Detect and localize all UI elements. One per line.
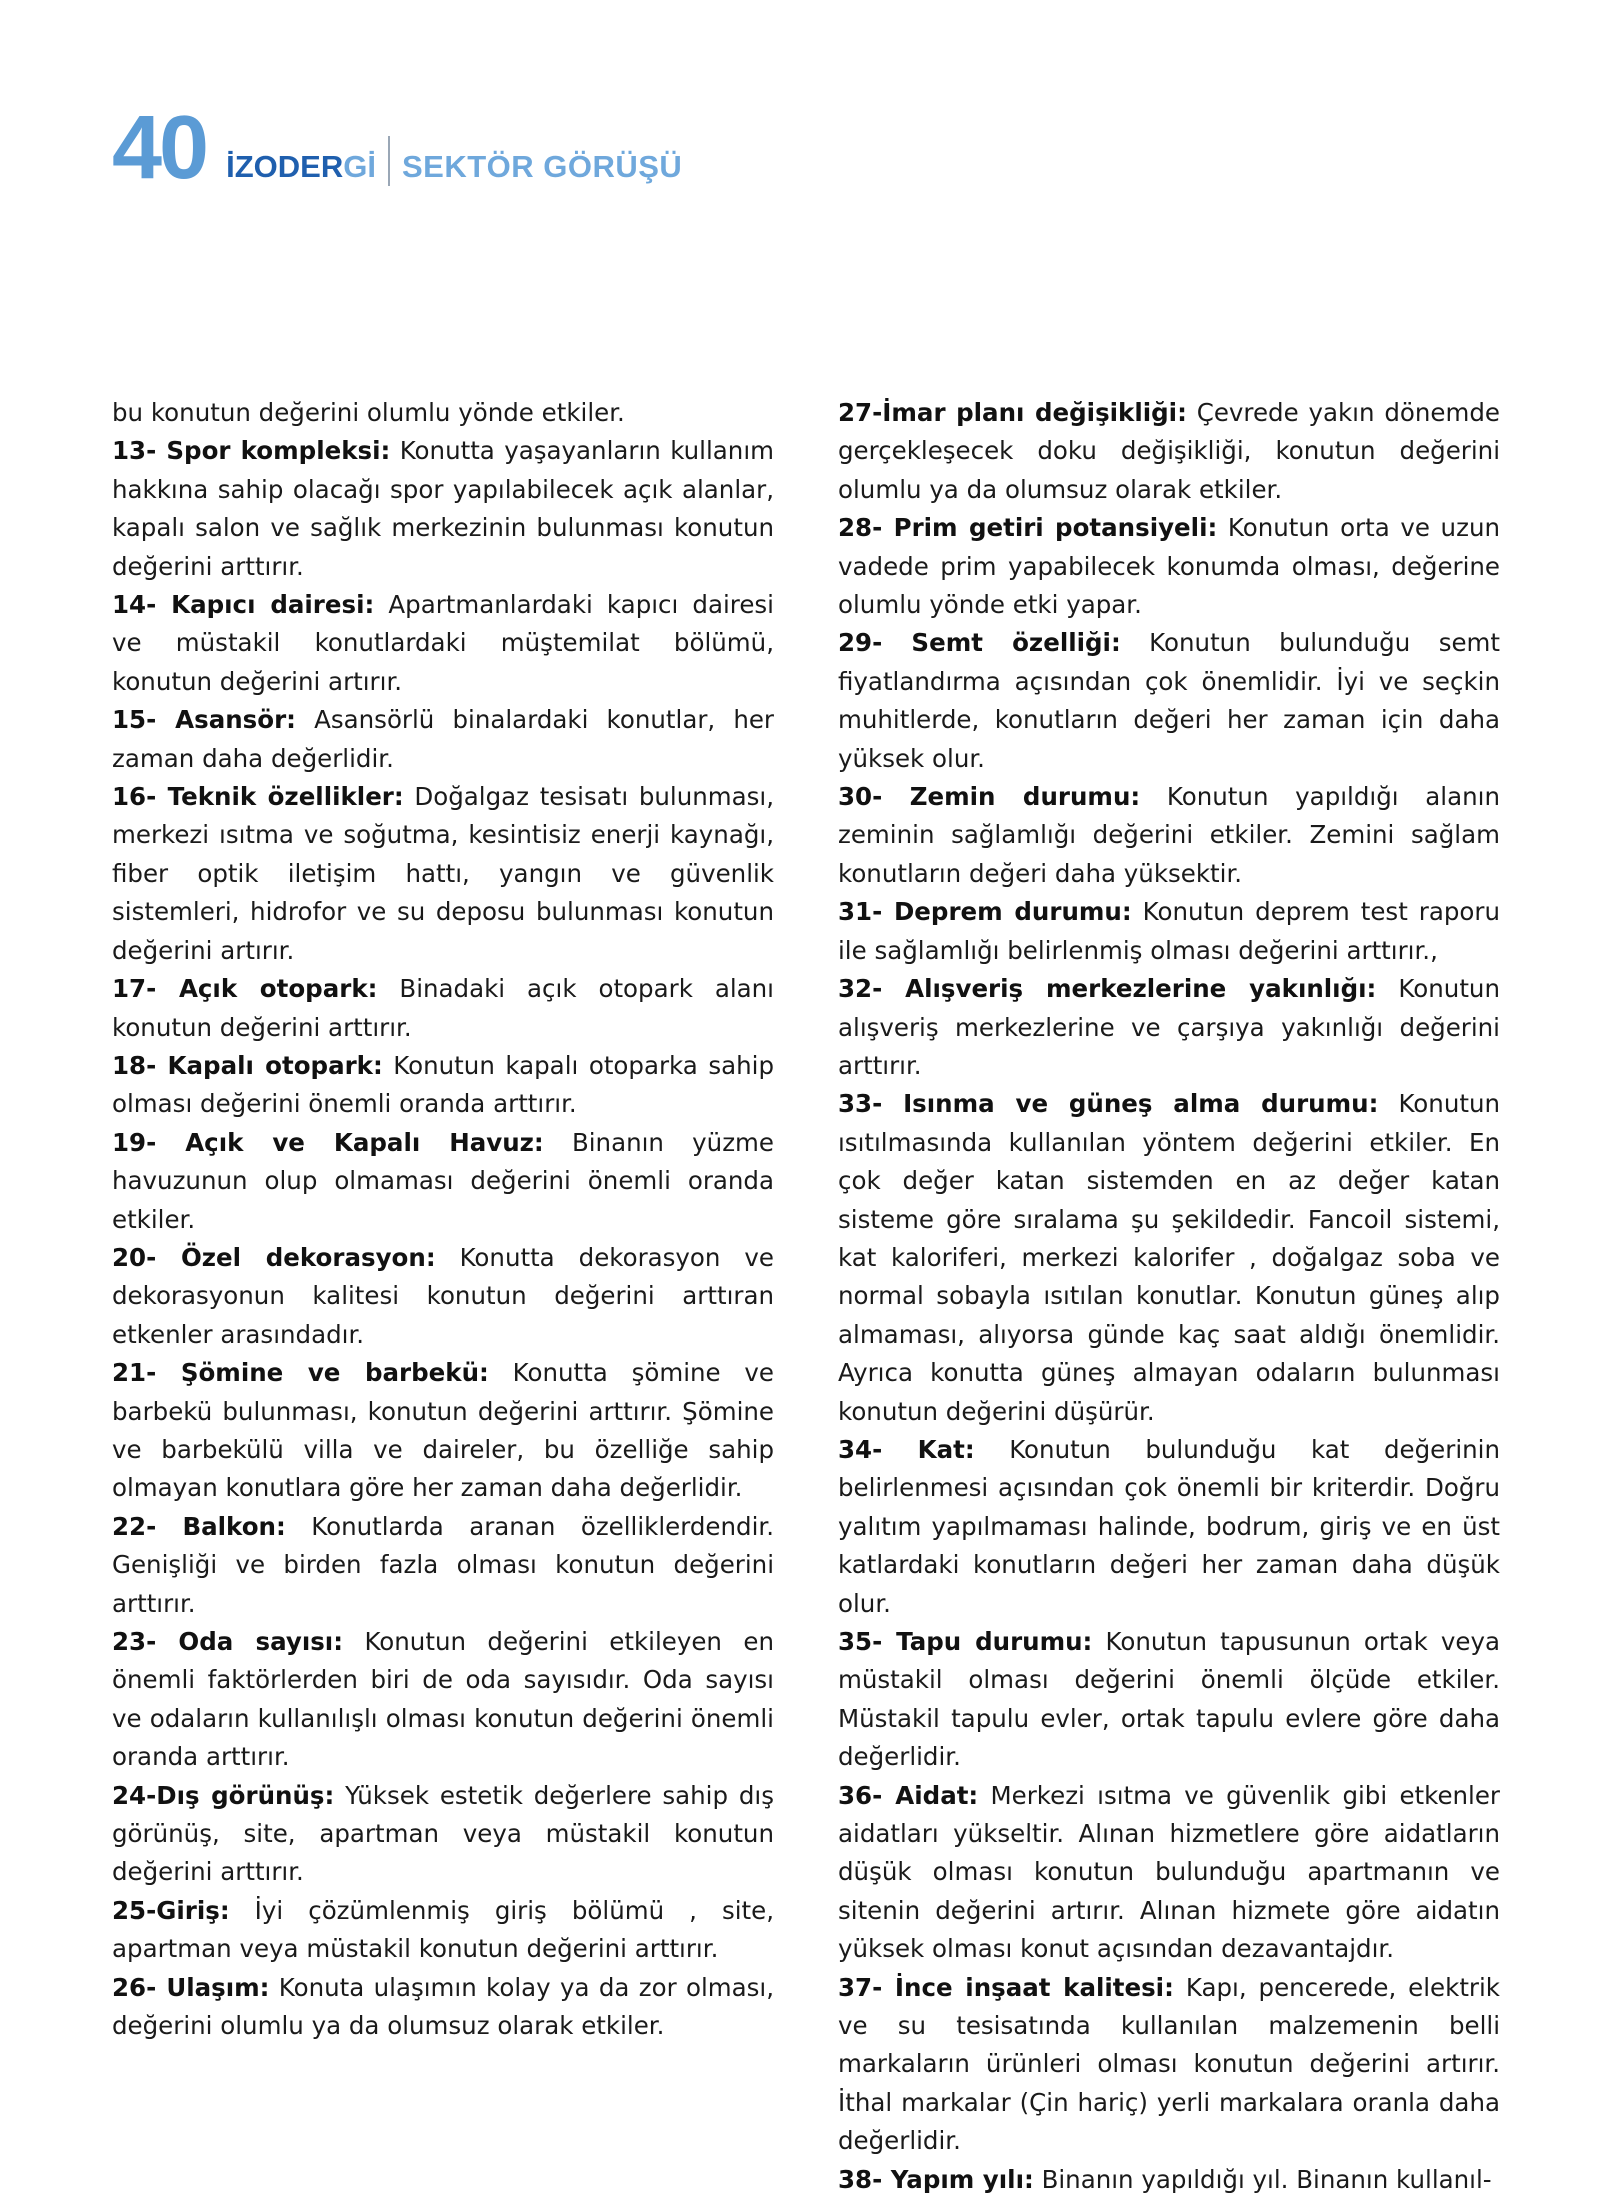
item-text: Konutun tapusunun ortak veya müstakil olması değerini önemli ölçüde etkiler. Müstakil tapulu evler, ortak tapulu evlere göre daha değerlidir. bbox=[838, 1627, 1500, 1772]
item-text: Apartmanlardaki kapıcı dairesi ve müstakil konutlardaki müştemilat bölümü, konutun değerini artırır. bbox=[112, 590, 774, 696]
paragraph bbox=[112, 1777, 774, 1892]
paragraph bbox=[112, 1892, 774, 1969]
paragraph bbox=[112, 1239, 774, 1354]
item-term: 31- Deprem durumu: bbox=[838, 897, 1132, 927]
paragraph bbox=[112, 1508, 774, 1623]
item-term: 25-Giriş: bbox=[112, 1895, 230, 1925]
paragraph bbox=[112, 394, 774, 432]
item-term: 27-İmar planı değişikliği: bbox=[838, 398, 1187, 427]
paragraph bbox=[838, 2161, 1500, 2199]
item-term: 23- Oda sayısı: bbox=[112, 1627, 344, 1656]
paragraph bbox=[838, 893, 1500, 970]
item-text: Konutun orta ve uzun vadede prim yapabilecek konumda olması, değerine olumlu yönde etki yapar. bbox=[838, 513, 1501, 620]
item-text: Kapı, pencerede, elektrik ve su tesisatında kullanılan malzemenin belli markaların ürünleri olması konutun değerini artırır. İthal markalar (Çin hariç) yerli markalara oranla daha değerlidir. bbox=[838, 1972, 1500, 2156]
paragraph bbox=[112, 778, 774, 970]
item-text: Konutlarda aranan özelliklerdendir. Genişliği ve birden fazla olması konutun değerini arttırır. bbox=[112, 1511, 775, 1618]
item-text: Konutta şömine ve barbekü bulunması, konutun değerini arttırır. Şömine ve barbekülü villa ve daireler, bu özelliğe sahip olmayan konutlara göre her zaman daha değerlidir. bbox=[112, 1358, 774, 1503]
right-text-column bbox=[838, 394, 1500, 2199]
item-text: Konutun deprem test raporu ile sağlamlığı belirlenmiş olması değerini arttırır., bbox=[838, 897, 1500, 965]
section-title: SEKTÖR GÖRÜŞÜ bbox=[401, 149, 683, 184]
paragraph bbox=[112, 586, 774, 701]
paragraph bbox=[112, 1969, 774, 2046]
item-text: Konuta ulaşımın kolay ya da zor olması, değerini olumlu ya da olumsuz olarak etkiler. bbox=[112, 1972, 774, 2041]
item-term: 13- Spor kompleksi: bbox=[112, 436, 391, 466]
item-term: 28- Prim getiri potansiyeli: bbox=[838, 513, 1218, 543]
item-text: Asansörlü binalardaki konutlar, her zaman daha değerlidir. bbox=[112, 705, 775, 773]
item-text: Merkezi ısıtma ve güvenlik gibi etkenler aidatları yükseltir. Alınan hizmetlere göre aidatların düşük olması konutun bulunduğu apartmanın ve sitenin değerini artırır. Alınan hizmete göre aidatın yüksek olması konut açısından dezavantajdır. bbox=[838, 1780, 1500, 1964]
item-term: 34- Kat: bbox=[838, 1434, 975, 1464]
item-text: Konutun yapıldığı alanın zeminin sağlamlığı değerini etkiler. Zemini sağlam konutların değeri daha yüksektir. bbox=[838, 782, 1500, 888]
item-text: Yüksek estetik değerlere sahip dış görünüş, site, apartman veya müstakil konutun değerini arttırır. bbox=[112, 1780, 774, 1887]
item-term: 30- Zemin durumu: bbox=[838, 782, 1141, 812]
item-term: 16- Teknik özellikler: bbox=[112, 782, 404, 812]
item-term: 15- Asansör: bbox=[112, 705, 296, 735]
logo-part-2: Gİ bbox=[343, 149, 376, 184]
item-text: Konutun alışveriş merkezlerine ve çarşıya yakınlığı değerini arttırır. bbox=[838, 974, 1500, 1080]
paragraph bbox=[838, 1085, 1500, 1431]
item-text: Binanın yapıldığı yıl. Binanın kullanıl- bbox=[1033, 2164, 1492, 2194]
item-term: 21- Şömine ve barbekü: bbox=[112, 1358, 489, 1388]
paragraph bbox=[838, 509, 1500, 624]
paragraph bbox=[838, 1431, 1500, 1623]
item-term: 18- Kapalı otopark: bbox=[112, 1050, 383, 1080]
item-term: 35- Tapu durumu: bbox=[838, 1627, 1093, 1656]
paragraph bbox=[112, 701, 774, 778]
paragraph bbox=[112, 432, 774, 586]
item-term: 32- Alışveriş merkezlerine yakınlığı: bbox=[838, 974, 1377, 1004]
paragraph bbox=[112, 1623, 774, 1777]
item-term: 38- Yapım yılı: bbox=[838, 2164, 1034, 2194]
item-text: Konutta yaşayanların kullanım hakkına sahip olacağı spor yapılabilecek açık alanlar, kapalı salon ve sağlık merkezinin bulunması konutun değerini arttırır. bbox=[112, 436, 774, 581]
item-text: Doğalgaz tesisatı bulunması, merkezi ısıtma ve soğutma, kesintisiz enerji kaynağı, fiber optik iletişim hattı, yangın ve güvenlik sistemleri, hidrofor ve su deposu bulunması konutun değerini artırır. bbox=[112, 782, 775, 965]
item-term: 20- Özel dekorasyon: bbox=[112, 1242, 436, 1272]
item-text: bu konutun değerini olumlu yönde etkiler. bbox=[112, 398, 625, 427]
paragraph bbox=[112, 970, 774, 1047]
paragraph bbox=[112, 1354, 774, 1508]
item-term: 14- Kapıcı dairesi: bbox=[112, 590, 375, 620]
item-term: 22- Balkon: bbox=[112, 1511, 286, 1541]
item-term: 29- Semt özelliği: bbox=[838, 628, 1121, 658]
page-header bbox=[112, 98, 683, 198]
item-text: Konutun bulunduğu semt fiyatlandırma açısından çok önemlidir. İyi ve seçkin muhitlerde, konutların değeri her zaman için daha yüksek olur. bbox=[838, 628, 1500, 773]
item-term: 33- Isınma ve güneş alma durumu: bbox=[838, 1089, 1379, 1119]
item-text: Binadaki açık otopark alanı konutun değerini arttırır. bbox=[112, 974, 774, 1042]
item-term: 17- Açık otopark: bbox=[112, 974, 378, 1004]
paragraph bbox=[112, 1124, 774, 1239]
paragraph bbox=[838, 1969, 1500, 2161]
left-text-column bbox=[112, 394, 774, 2045]
item-term: 19- Açık ve Kapalı Havuz: bbox=[112, 1127, 544, 1157]
paragraph bbox=[112, 1047, 774, 1124]
paragraph bbox=[838, 1623, 1500, 1777]
paragraph bbox=[838, 1777, 1500, 1969]
item-text: Konutun ısıtılmasında kullanılan yöntem değerini etkiler. En çok değer katan sistemden en az değer katan sisteme göre sıralama şu şekildedir. Fancoil sistemi, kat kaloriferi, merkezi kalorifer , doğalgaz soba ve normal sobayla ısıtılan konutlar. Konutun güneş alıp almaması, alıyorsa günde kaç saat aldığı önemlidir. Ayrıca konutta güneş almayan odaların bulunması konutun değerini düşürür. bbox=[838, 1089, 1501, 1426]
paragraph bbox=[838, 624, 1500, 778]
paragraph bbox=[838, 394, 1500, 509]
item-text: Konutun değerini etkileyen en önemli faktörlerden biri de oda sayısıdır. Oda sayısı ve odaların kullanılışlı olması konutun değerini önemli oranda arttırır. bbox=[112, 1627, 774, 1772]
item-text: Binanın yüzme havuzunun olup olmaması değerini önemli oranda etkiler. bbox=[112, 1127, 774, 1234]
magazine-logo bbox=[226, 150, 376, 184]
item-text: Konutun bulunduğu kat değerinin belirlenmesi açısından çok önemli bir kriterdir. Doğru yalıtım yapılmaması halinde, bodrum, giriş ve en üst katlardaki konutların değeri her zaman daha düşük olur. bbox=[838, 1434, 1500, 1618]
paragraph bbox=[838, 970, 1500, 1085]
item-term: 37- İnce inşaat kalitesi: bbox=[838, 1972, 1174, 2002]
item-term: 36- Aidat: bbox=[838, 1780, 979, 1810]
item-term: 24-Dış görünüş: bbox=[112, 1780, 335, 1810]
page-number: 40 bbox=[112, 98, 207, 198]
item-text: Konutta dekorasyon ve dekorasyonun kalitesi konutun değerini arttıran etkenler arasındadır. bbox=[112, 1242, 774, 1349]
item-term: 26- Ulaşım: bbox=[112, 1972, 270, 2002]
logo-part-1: İZODER bbox=[226, 149, 344, 184]
item-text: Konutun kapalı otoparka sahip olması değerini önemli oranda arttırır. bbox=[112, 1050, 774, 1119]
paragraph bbox=[838, 778, 1500, 893]
item-text: Çevrede yakın dönemde gerçekleşecek doku değişikliği, konutun değerini olumlu ya da olumsuz olarak etkiler. bbox=[838, 398, 1500, 504]
header-divider bbox=[388, 136, 390, 186]
item-text: İyi çözümlenmiş giriş bölümü , site, apartman veya müstakil konutun değerini arttırır. bbox=[112, 1895, 774, 1964]
